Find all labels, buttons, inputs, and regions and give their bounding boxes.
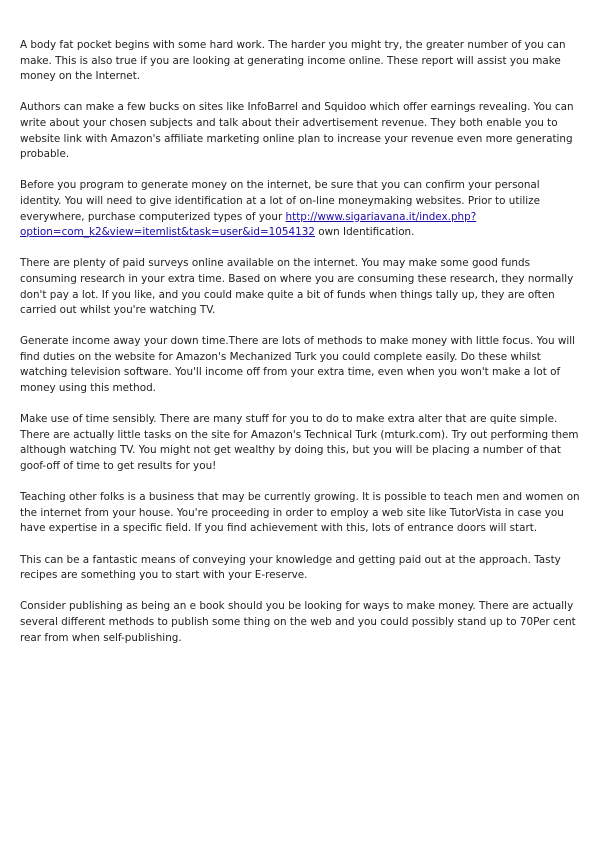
paragraph-7: Teaching other folks is a business that may be currently growing. It is possible to teach men and women on the internet from your house. You're proceeding in order to employ a web site like TutorVista in case you have expertise in a specific field. If you find achievement with this, lots of entrance doors will start. [20, 491, 580, 535]
paragraph-1: A body fat pocket begins with some hard work. The harder you might try, the greater number of you can make. This is also true if you are looking at generating income online. These report will assist you make money on the Internet. [20, 39, 566, 83]
paragraph-2: Authors can make a few bucks on sites like InfoBarrel and Squidoo which offer earnings revealing. You can write about your chosen subjects and talk about their advertisement revenue. They both enable you to website link with Amazon's affiliate marketing online plan to increase your revenue even more generating probable. [20, 101, 574, 161]
paragraph-8: This can be a fantastic means of conveying your knowledge and getting paid out at the approach. Tasty recipes are something you to start with your E-reserve. [20, 553, 561, 582]
article-body [20, 38, 580, 662]
paragraph-4: There are plenty of paid surveys online available on the internet. You may make some good funds consuming research in your extra time. Based on where you are consuming these research, they normally don't pay a lot. If you like, and you could make quite a bit of funds when things tally up, they are often carried out whilst you're watching TV. [20, 257, 574, 317]
paragraph-6: Make use of time sensibly. There are many stuff for you to do to make extra alter that are quite simple. There are actually little tasks on the site for Amazon's Technical Turk (mturk.com). Try out performing them although watching TV. You might not get wealthy by doing this, but you will be placing a number of that goof-off of time to get results for you! [20, 413, 579, 473]
paragraph-3 [20, 178, 580, 240]
paragraph-9: Consider publishing as being an e book should you be looking for ways to make money. There are actually several different methods to publish some thing on the web and you could possibly stand up to 70Per cent rear from when self-publishing. [20, 600, 576, 644]
paragraph-5: Generate income away your down time.There are lots of methods to make money with little focus. You will find duties on the website for Amazon's Mechanized Turk you could complete easily. Do these whilst watching television software. You'll income off from your extra time, even when you won't make a lot of money using this method. [20, 335, 576, 395]
paragraph-3-text-before: Before you program to generate money on the internet, be sure that you can confirm your personal identity. You will need to give identification at a lot of on-line moneymaking websites. Prior to utilize everywhere, purchase computerized types of your [20, 179, 540, 223]
identification-link[interactable]: http://www.sigariavana.it/index.php?option=com_k2&view=itemlist&task=user&id=1054132 [20, 210, 477, 239]
paragraph-3-text-after: own Identification. [314, 226, 415, 239]
